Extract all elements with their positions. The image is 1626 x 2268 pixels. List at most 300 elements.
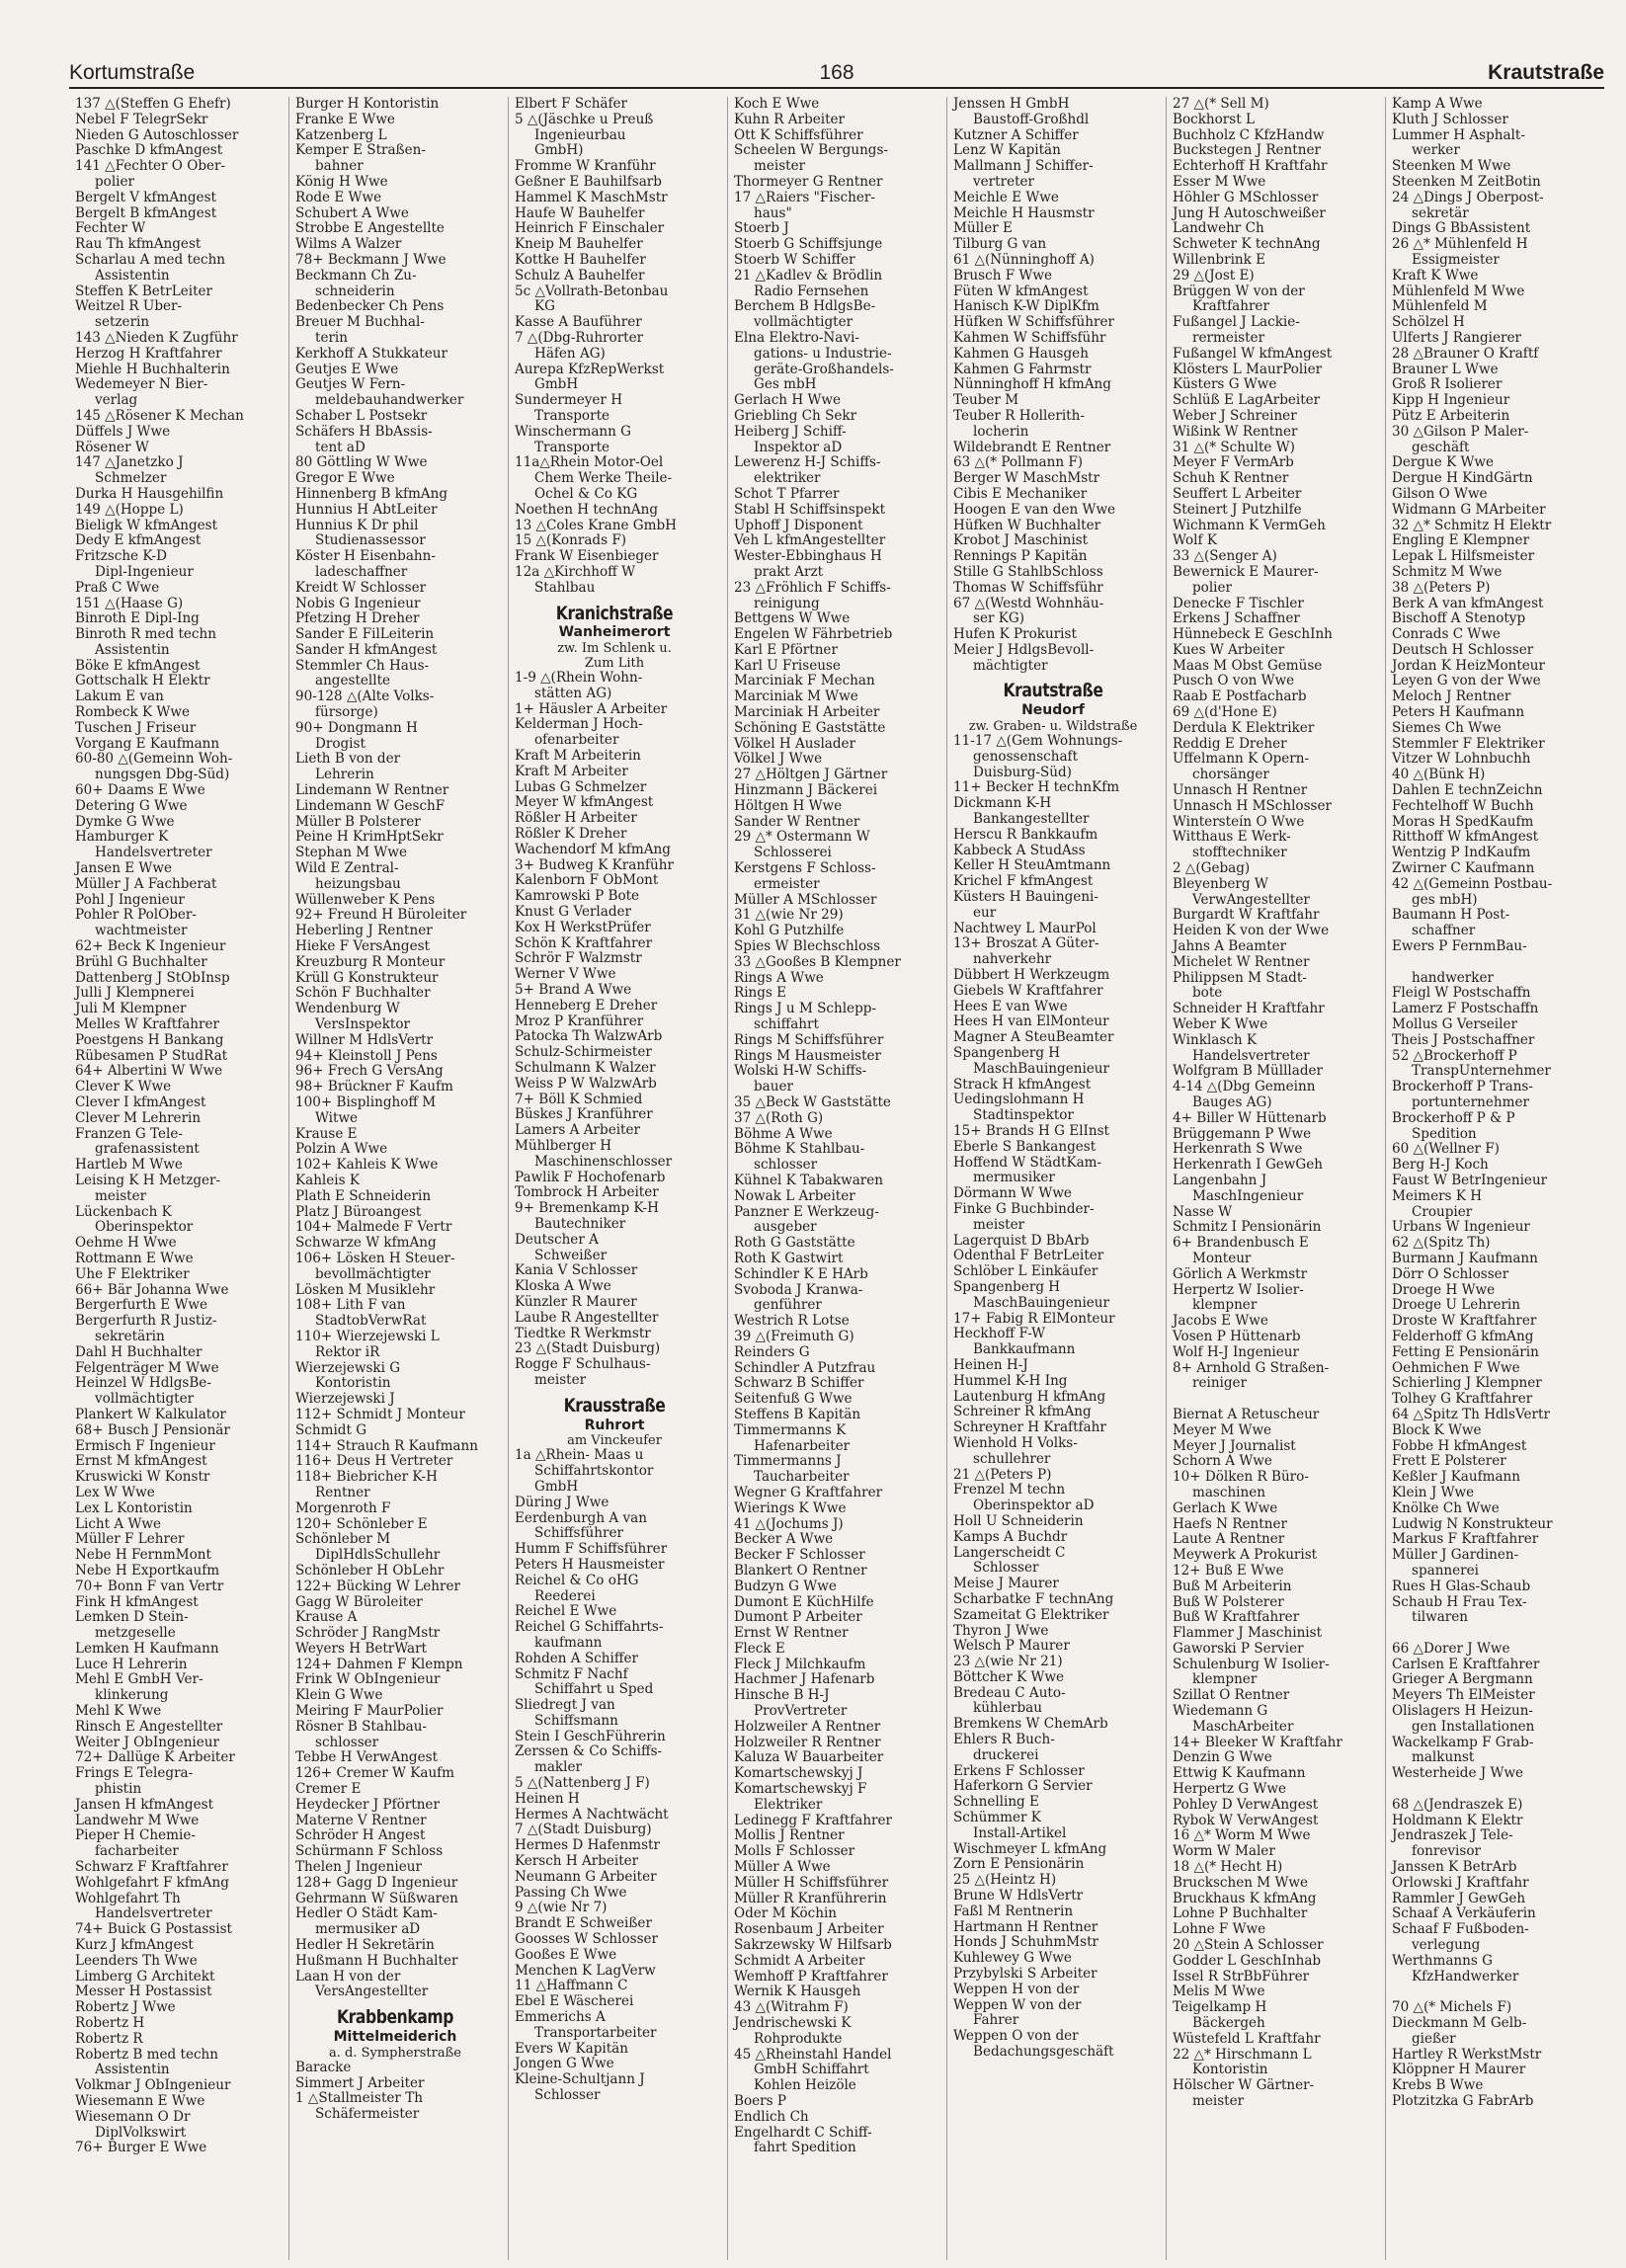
directory-entry: Transporte	[534, 408, 610, 424]
directory-entry: Thomas W Schiffsführ	[953, 580, 1103, 596]
directory-entry: 8+ Arnhold G Straßen-	[1173, 1360, 1330, 1376]
directory-entry: Becker A Wwe	[734, 1532, 834, 1548]
directory-entry: Seitenfuß G Wwe	[734, 1392, 853, 1408]
directory-entry: Messer H Postassist	[75, 1984, 212, 2000]
directory-entry: bahner	[315, 159, 364, 175]
directory-entry	[1386, 955, 1597, 971]
directory-entry: Elektriker	[754, 1797, 823, 1813]
directory-entry: 78+ Beckmann J Wwe	[295, 252, 447, 268]
directory-entry: Dings G BbAssistent	[1392, 221, 1531, 237]
directory-entry: Dedy E kfmAngest	[75, 533, 202, 549]
directory-entry: Denecke F Tischler	[1173, 596, 1304, 611]
directory-entry: grafenassistent	[95, 1142, 200, 1158]
directory-entry: stofftechniker	[1192, 846, 1287, 861]
directory-entry: Theis J Postschaffner	[1392, 1032, 1535, 1048]
directory-entry: Kloska A Wwe	[515, 1279, 611, 1295]
directory-entry: Miehle H Buchhalterin	[75, 362, 230, 377]
directory-entry: 110+ Wierzejewski L	[295, 1329, 440, 1344]
directory-entry: Wohlgefahrt F kfmAng	[75, 1875, 229, 1891]
directory-entry: Sander W Rentner	[734, 814, 860, 830]
directory-entry: 126+ Cremer W Kaufm	[295, 1766, 455, 1782]
directory-entry: Schiffsmann	[534, 1713, 618, 1729]
directory-entry: Radio Fernsehen	[754, 284, 869, 299]
directory-entry: sekretär	[1412, 205, 1469, 221]
directory-entry: Meichle H Hausmstr	[953, 205, 1095, 221]
directory-entry: VersAngestellter	[315, 1984, 429, 2000]
directory-entry: Künzler R Maurer	[515, 1294, 637, 1310]
directory-entry: Frenzel M techn	[953, 1483, 1066, 1498]
directory-entry: Spangenberg H	[953, 1046, 1061, 1062]
directory-entry: StadtobVerwRat	[315, 1314, 427, 1330]
directory-entry: Schubert A Wwe	[295, 205, 409, 221]
directory-entry: Honds J SchuhmMstr	[953, 1935, 1098, 1951]
directory-entry: Franke E Wwe	[295, 112, 395, 127]
directory-entry: 13 △Coles Krane GmbH	[515, 518, 677, 533]
directory-entry: 61 △(Nünninghoff A)	[953, 252, 1095, 268]
directory-entry: Durka H Hausgehilfin	[75, 486, 224, 502]
directory-entry: tilwaren	[1412, 1610, 1468, 1626]
directory-entry: Schäfermeister	[315, 2107, 420, 2123]
directory-entry: GmbH Schiffahrt	[754, 2063, 869, 2078]
directory-entry: 62 △(Spitz Th)	[1392, 1236, 1491, 1252]
directory-entry: ser KG)	[973, 611, 1024, 627]
directory-entry: Frank W Eisenbieger	[515, 549, 659, 565]
directory-entry: Schmidt A Arbeiter	[734, 1953, 865, 1969]
directory-entry: Mehl E GmbH Ver-	[75, 1672, 203, 1688]
directory-entry: Poestgens H Bankang	[75, 1032, 224, 1048]
directory-entry: Schmitz I Pensionärin	[1173, 1220, 1322, 1236]
directory-entry: schneiderin	[315, 284, 395, 299]
directory-entry: Nebe H FernmMont	[75, 1548, 211, 1564]
directory-entry: 39 △(Freimuth G)	[734, 1329, 854, 1344]
directory-entry: Rings M Schiffsführer	[734, 1032, 884, 1048]
directory-entry: 43 △(Witrahm F)	[734, 2000, 849, 2016]
directory-entry: Meier J HdlgsBevoll-	[953, 642, 1095, 658]
directory-entry: 100+ Bisplinghoff M	[295, 1095, 437, 1110]
directory-entry: 137 △(Steffen G Ehefr)	[75, 97, 231, 112]
directory-entry: Binroth R med techn	[75, 627, 216, 643]
directory-entry: Schmelzer	[95, 471, 167, 487]
directory-entry: reinigung	[754, 596, 820, 611]
directory-entry: Katzenberg L	[295, 127, 387, 143]
directory-entry: Höhler G MSchlosser	[1173, 190, 1319, 205]
directory-entry: Kasse A Bauführer	[515, 315, 642, 331]
directory-entry: Strobbe E Angestellte	[295, 221, 445, 237]
directory-entry: Gooßes E Wwe	[515, 1947, 617, 1963]
directory-entry: Hachmer J Hafenarb	[734, 1672, 875, 1688]
directory-entry: Schwarz F Kraftfahrer	[75, 1860, 228, 1876]
directory-entry: Jansen E Wwe	[75, 861, 172, 877]
directory-entry: Hartley R WerkstMstr	[1392, 2047, 1542, 2063]
directory-entry: Kerkhoff A Stukkateur	[295, 346, 447, 362]
directory-entry: Engelen W Fährbetrieb	[734, 627, 893, 643]
directory-entry: Lagerquist D BbArb	[953, 1233, 1090, 1249]
column-3	[508, 97, 720, 2260]
directory-entry: Schölzel H	[1392, 315, 1465, 331]
directory-entry: Geßner E Bauhilfsarb	[515, 174, 662, 190]
directory-entry: Haferkorn G Servier	[953, 1779, 1093, 1795]
directory-entry: Clever M Lehrerin	[75, 1110, 202, 1126]
directory-entry: Vorgang E Kaufmann	[75, 736, 220, 752]
directory-entry: Klöppner H Maurer	[1392, 2063, 1526, 2078]
directory-entry: Kontoristin	[315, 1376, 391, 1392]
street-section-note: zw. Im Schlenk u.	[557, 641, 672, 657]
directory-entry: Elbert F Schäfer	[515, 97, 628, 112]
directory-entry: Burgardt W Kraftfahr	[1173, 908, 1320, 924]
directory-entry: schiffahrt	[754, 1017, 819, 1033]
directory-entry: Kues W Arbeiter	[1173, 642, 1285, 658]
directory-entry: Flammer J Maschinist	[1173, 1626, 1323, 1642]
district-heading: Wanheimerort	[558, 624, 671, 641]
directory-entry: Müller A MSchlosser	[734, 892, 877, 908]
directory-entry: Uhe F Elektriker	[75, 1266, 190, 1282]
directory-entry: 106+ Lösken H Steuer-	[295, 1251, 455, 1266]
directory-entry: Schröder H Angest	[295, 1828, 426, 1844]
directory-entry: Tilburg G van	[953, 237, 1047, 253]
directory-entry: Hinnenberg B kfmAng	[295, 486, 447, 502]
directory-entry: Schön F Buchhalter	[295, 986, 431, 1002]
directory-entry: Rings A Wwe	[734, 970, 824, 986]
directory-entry: Jenssen H GmbH	[953, 97, 1070, 112]
directory-entry: Dörr O Schlosser	[1392, 1266, 1509, 1282]
directory-entry: Heberling J Rentner	[295, 924, 433, 939]
directory-entry: Oehmichen F Wwe	[1392, 1360, 1520, 1376]
directory-entry: 112+ Schmidt J Monteur	[295, 1407, 465, 1422]
directory-entry: Lehrerin	[315, 768, 374, 783]
directory-entry: Heinen H	[515, 1791, 580, 1807]
directory-entry: 20 △Stein A Schlosser	[1173, 1938, 1324, 1954]
directory-entry: Fahrer	[973, 2013, 1019, 2029]
directory-entry: mermusiker	[973, 1171, 1055, 1186]
directory-entry: Stahlbau	[534, 580, 596, 596]
directory-entry: 60-80 △(Gemeinn Woh-	[75, 752, 233, 768]
directory-entry: Unnasch H Rentner	[1173, 783, 1308, 799]
directory-entry: Pohley D VerwAngest	[1173, 1797, 1319, 1813]
directory-entry: MaschIngenieur	[1192, 1188, 1304, 1204]
street-section-note: a. d. Sympherstraße	[328, 2045, 462, 2061]
directory-entry: Meyers Th ElMeister	[1392, 1688, 1535, 1704]
directory-entry: Fromme W Kranführ	[515, 159, 656, 175]
directory-entry: 116+ Deus H Vertreter	[295, 1454, 453, 1470]
directory-entry: 122+ Bücking W Lehrer	[295, 1579, 460, 1594]
directory-entry: Lex L Kontoristin	[75, 1500, 193, 1516]
directory-entry: Dergue H KindGärtn	[1392, 471, 1533, 487]
directory-entry: Fechtelhoff W Buchh	[1392, 798, 1534, 814]
directory-entry: Brüggemann P Wwe	[1173, 1126, 1312, 1142]
directory-entry: Meywerk A Prokurist	[1173, 1548, 1318, 1564]
directory-entry: Lex W Wwe	[75, 1485, 155, 1500]
directory-entry: Groß R Isolierer	[1392, 377, 1503, 393]
directory-entry: Witthaus E Werk-	[1173, 830, 1291, 846]
directory-entry: Görlich A Werkmstr	[1173, 1266, 1308, 1282]
directory-entry: 120+ Schönleber E	[295, 1516, 428, 1532]
directory-entry: 68 △(Jendraszek E)	[1392, 1797, 1523, 1813]
directory-entry: Reichel & Co oHG	[515, 1573, 639, 1588]
directory-entry: Hinsche B H-J	[734, 1688, 830, 1704]
directory-entry: Gottschalk H Elektr	[75, 674, 210, 689]
directory-entry: 17 △Raiers "Fischer-	[734, 190, 875, 205]
directory-entry: Reederei	[534, 1588, 596, 1604]
directory-entry: Krüll G Konstrukteur	[295, 970, 439, 986]
directory-entry: geschäft	[1412, 440, 1470, 455]
directory-entry: Wegner G Kraftfahrer	[734, 1485, 883, 1500]
directory-entry: 60 △(Wellner F)	[1392, 1142, 1500, 1158]
directory-entry: Wolf K	[1173, 533, 1217, 549]
directory-entry: Müller E	[953, 221, 1013, 237]
directory-entry: Plath E Schneiderin	[295, 1188, 432, 1204]
directory-entry: Klösters L MaurPolier	[1173, 362, 1323, 377]
directory-entry: Düffels J Wwe	[75, 424, 171, 440]
directory-entry: Bergelt V kfmAngest	[75, 190, 216, 205]
directory-entry: Rybok W VerwAngest	[1173, 1813, 1319, 1828]
directory-entry: Fobbe H kfmAngest	[1392, 1438, 1527, 1454]
directory-entry: Schmitz M Wwe	[1392, 564, 1503, 580]
directory-entry: Uffelmann K Opern-	[1173, 752, 1310, 768]
directory-entry: Dymke G Wwe	[75, 814, 175, 830]
directory-entry: Handelsvertreter	[95, 1906, 212, 1922]
directory-entry: Volkmar J ObIngenieur	[75, 2078, 231, 2094]
directory-entry: Teuber M	[953, 393, 1019, 409]
directory-entry: Frings E Telegra-	[75, 1766, 194, 1782]
directory-entry: Steffen K BetrLeiter	[75, 284, 213, 299]
directory-entry: Uedingslohmann H	[953, 1093, 1085, 1108]
directory-entry: Clever I kfmAngest	[75, 1095, 206, 1110]
directory-entry: Kutzner A Schiffer	[953, 127, 1079, 143]
directory-entry: Fritzsche K-D	[75, 549, 167, 565]
directory-entry: Brauner L Wwe	[1392, 362, 1499, 377]
directory-entry: Biernat A Retuscheur	[1173, 1407, 1320, 1422]
directory-entry: Müller R Kranführerin	[734, 1891, 887, 1906]
directory-entry: Carlsen E Kraftfahrer	[1392, 1657, 1540, 1672]
directory-entry: Keller H SteuAmtmann	[953, 858, 1111, 874]
directory-entry: prakt Arzt	[754, 564, 824, 580]
directory-entry: 31 △(* Schulte W)	[1173, 440, 1295, 455]
directory-entry: Krebs B Wwe	[1392, 2078, 1484, 2094]
directory-entry: Kluth J Schlosser	[1392, 112, 1508, 127]
directory-entry: 66+ Bär Johanna Wwe	[75, 1282, 229, 1298]
directory-entry: 16 △* Worm M Wwe	[1173, 1828, 1311, 1844]
directory-entry: reiniger	[1192, 1376, 1248, 1392]
directory-entry: Bewernick E Maurer-	[1173, 564, 1319, 580]
directory-entry: Rentner	[315, 1485, 370, 1500]
directory-entry: Kahleis K	[295, 1173, 360, 1188]
directory-entry: Krause E	[295, 1126, 358, 1142]
directory-entry: Rode E Wwe	[295, 190, 382, 205]
directory-entry: Schwarze W kfmAng	[295, 1236, 437, 1252]
directory-entry: 9 △(wie Nr 7)	[515, 1901, 608, 1916]
directory-entry: 2 △(Gebag)	[1173, 861, 1251, 877]
directory-entry: Wißink W Rentner	[1173, 424, 1298, 440]
directory-entry: 108+ Lith F van	[295, 1298, 406, 1314]
directory-entry: Michelet W Rentner	[1173, 954, 1310, 970]
directory-entry: Kahmen G Fahrmstr	[953, 362, 1092, 377]
directory-entry: Baumann H Post-	[1392, 908, 1510, 924]
directory-entry: Wernik K Hausgeh	[734, 1984, 861, 2000]
directory-entry: Berchem B HdlgsBe-	[734, 299, 876, 315]
directory-entry: Evers W Kapitän	[515, 2041, 628, 2057]
directory-entry: 21 △(Peters P)	[953, 1467, 1052, 1483]
directory-entry: Derdula K Elektriker	[1173, 720, 1315, 736]
directory-entry: Luce H Lehrerin	[75, 1657, 188, 1672]
directory-entry: Gehrmann W Süßwaren	[295, 1891, 458, 1906]
directory-entry: 124+ Dahmen F Klempn	[295, 1657, 463, 1672]
directory-entry: Denzin G Wwe	[1173, 1750, 1272, 1766]
header-street-left: Kortumstraße	[69, 61, 196, 84]
directory-entry: Dörmann W Wwe	[953, 1186, 1072, 1202]
directory-entry: Kreuzburg R Monteur	[295, 954, 446, 970]
directory-entry: Herpertz G Wwe	[1173, 1782, 1287, 1798]
directory-entry: Wentzig P IndKaufm	[1392, 846, 1531, 861]
street-section-note: am Vinckeufer	[567, 1433, 662, 1449]
directory-entry: Herkenrath S Wwe	[1173, 1142, 1303, 1158]
directory-entry: 4-14 △(Dbg Gemeinn	[1173, 1080, 1316, 1095]
directory-entry: Panzner E Werkzeug-	[734, 1204, 879, 1220]
directory-entry: Heydecker J Pförtner	[295, 1797, 440, 1813]
directory-entry: Kalenborn F ObMont	[515, 873, 659, 889]
directory-entry: 45 △Rheinstahl Handel	[734, 2047, 892, 2063]
directory-entry: Reinders G	[734, 1344, 810, 1360]
directory-entry: 13+ Broszat A Güter-	[953, 936, 1099, 952]
directory-entry: Holzweiler A Rentner	[734, 1719, 881, 1735]
directory-entry: Simmert J Arbeiter	[295, 2075, 425, 2091]
directory-entry: meister	[534, 1372, 587, 1388]
directory-entry: Büskes J Kranführer	[515, 1107, 653, 1123]
directory-entry: ProvVertreter	[754, 1704, 848, 1720]
directory-entry: Fechter W	[75, 221, 146, 237]
directory-entry: Monteur	[1192, 1251, 1252, 1266]
directory-entry: VerwAngestellter	[1192, 892, 1310, 908]
directory-entry: Lohne P Buchhalter	[1173, 1906, 1308, 1922]
directory-entry: setzerin	[95, 315, 150, 331]
directory-entry: Polzin A Wwe	[295, 1142, 388, 1158]
directory-entry: meister	[95, 1188, 147, 1204]
directory-entry: Reichel G Schiffahrts-	[515, 1620, 664, 1636]
directory-entry: Rues H Glas-Schaub	[1392, 1579, 1531, 1594]
directory-entry: Goosses W Schlosser	[515, 1932, 659, 1948]
directory-entry: angestellte	[315, 674, 391, 689]
directory-entry: Stephan M Wwe	[295, 846, 407, 861]
directory-entry: Knust G Verlader	[515, 905, 632, 921]
directory-entry: Becker F Schlosser	[734, 1548, 865, 1564]
directory-entry: Lummer H Asphalt-	[1392, 127, 1525, 143]
directory-entry: Ehlers R Buch-	[953, 1733, 1055, 1748]
directory-entry: Hünnebeck E GeschInh	[1173, 627, 1333, 643]
directory-entry: rermeister	[1192, 330, 1265, 346]
directory-entry: locherin	[973, 424, 1029, 440]
directory-entry: Gregor E Wwe	[295, 471, 395, 487]
directory-entry: MaschBauingenieur	[973, 1295, 1109, 1311]
directory-entry: Kipp H Ingenieur	[1392, 393, 1510, 409]
directory-entry: Emmerichs A	[515, 2010, 606, 2026]
directory-entry: Hees H van ElMonteur	[953, 1014, 1109, 1030]
directory-entry: 52 △Brockerhoff P	[1392, 1048, 1517, 1064]
directory-entry: Klein J Wwe	[1392, 1485, 1475, 1500]
directory-entry: Robertz R	[75, 2031, 143, 2047]
directory-entry: Leising K H Metzger-	[75, 1173, 221, 1188]
directory-entry: Burmann J Kaufmann	[1392, 1251, 1538, 1266]
directory-entry: vollmächtigter	[95, 1392, 195, 1408]
directory-entry: vertreter	[973, 174, 1035, 190]
directory-entry: Brune W HdlsVertr	[953, 1889, 1084, 1904]
directory-entry: Hufen K Prokurist	[953, 627, 1077, 643]
directory-entry: Jacobs E Wwe	[1173, 1314, 1268, 1330]
directory-entry: Wierings K Wwe	[734, 1500, 847, 1516]
directory-entry: maschinen	[1192, 1485, 1265, 1500]
directory-entry: 96+ Frech G VersAng	[295, 1064, 444, 1080]
directory-entry: 141 △Fechter O Ober-	[75, 159, 226, 175]
directory-entry: Endlich Ch	[734, 2109, 809, 2125]
directory-entry: Fußangel W kfmAngest	[1173, 346, 1333, 362]
directory-entry: Willner M HdlsVertr	[295, 1032, 434, 1048]
directory-entry: Laute A Rentner	[1173, 1532, 1285, 1548]
directory-entry: Winschermann G	[515, 424, 631, 440]
directory-entry: 72+ Dallüge K Arbeiter	[75, 1750, 235, 1766]
directory-entry: Dieckmann M Gelb-	[1392, 2016, 1527, 2032]
directory-entry: Lemken H Kaufmann	[75, 1641, 219, 1657]
directory-entry: Nowak L Arbeiter	[734, 1188, 855, 1204]
directory-entry: 64 △Spitz Th HdlsVertr	[1392, 1407, 1550, 1422]
directory-entry: malkunst	[1412, 1750, 1475, 1766]
directory-entry: Teigelkamp H	[1173, 2000, 1267, 2016]
directory-entry: 149 △(Hoppe L)	[75, 502, 184, 518]
directory-entry: Scharbatke F technAng	[953, 1591, 1114, 1607]
directory-entry: Schümmer K	[953, 1811, 1041, 1826]
directory-entry: geräte-Großhandels-	[754, 362, 894, 377]
directory-entry: Lakum E van	[75, 689, 164, 705]
directory-entry: Lemken D Stein-	[75, 1610, 189, 1626]
directory-entry: Bockhorst L	[1173, 112, 1255, 127]
directory-entry: Urbans W Ingenieur	[1392, 1220, 1530, 1236]
directory-entry: Müller B Polsterer	[295, 814, 421, 830]
directory-entry: ladeschaffner	[315, 564, 408, 580]
directory-entry: Vitzer W Lohnbuchh	[1392, 752, 1531, 768]
directory-entry: Pfetzing H Dreher	[295, 611, 420, 627]
directory-entry: Oberinspektor aD	[973, 1498, 1095, 1514]
directory-entry: Paschke D kfmAngest	[75, 143, 223, 159]
directory-entry: Burger H Kontoristin	[295, 97, 440, 112]
directory-entry: Bäckergeh	[1192, 2016, 1265, 2032]
directory-entry: Herpertz W Isolier-	[1173, 1282, 1304, 1298]
directory-entry: 76+ Burger E Wwe	[75, 2141, 207, 2156]
directory-entry: Szameitat G Elektriker	[953, 1607, 1109, 1623]
page-number: 168	[819, 61, 854, 84]
directory-entry: Füten W kfmAngest	[953, 284, 1089, 299]
directory-entry: Handelsvertreter	[95, 846, 212, 861]
directory-entry: Kahmen W Schiffsführ	[953, 330, 1106, 346]
directory-entry: kaufmann	[534, 1635, 603, 1651]
directory-entry: verlag	[95, 393, 138, 409]
column-2	[288, 97, 501, 2260]
directory-entry: 9+ Bremenkamp K-H	[515, 1201, 659, 1217]
directory-entry: Oehme H Wwe	[75, 1236, 177, 1252]
directory-entry: Kneip M Bauhelfer	[515, 237, 643, 253]
directory-entry: König H Wwe	[295, 174, 388, 190]
directory-entry: Kurz J kfmAngest	[75, 1938, 194, 1954]
directory-entry: polier	[1192, 580, 1232, 596]
directory-entry: Issel R StrBbFührer	[1173, 1969, 1310, 1984]
directory-entry: Krause A	[295, 1610, 358, 1626]
directory-entry: 118+ Biebricher K-H	[295, 1470, 438, 1486]
directory-entry: Stein I GeschFührerin	[515, 1729, 666, 1744]
directory-entry: Menchen K LagVerw	[515, 1963, 656, 1979]
directory-entry: bote	[1192, 986, 1223, 1002]
directory-entry: Jendraszek J Tele-	[1392, 1828, 1513, 1844]
directory-entry: polier	[95, 174, 134, 190]
directory-entry: Hedler O Städt Kam-	[295, 1906, 438, 1922]
directory-entry: Stille G StahlbSchloss	[953, 564, 1103, 580]
directory-entry: Frett E Polsterer	[1392, 1454, 1506, 1470]
directory-entry: Rennings P Kapitän	[953, 549, 1088, 565]
